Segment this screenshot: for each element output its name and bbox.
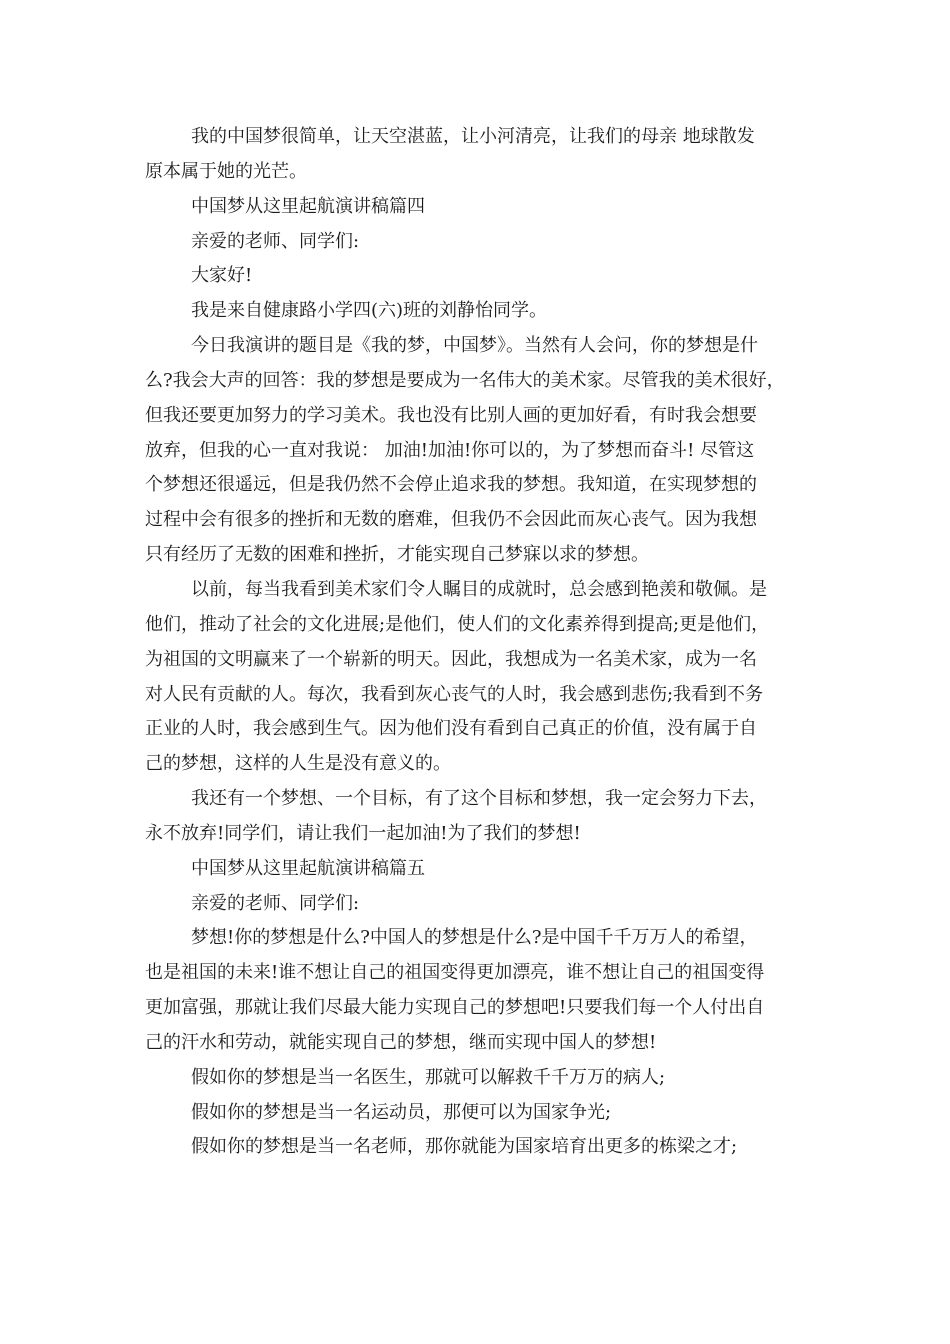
text-line: 亲爱的老师、同学们:	[191, 892, 360, 914]
text-line: 放弃，但我的心一直对我说： 加油!加油!你可以的，为了梦想而奋斗! 尽管这	[145, 439, 755, 461]
text-line: 假如你的梦想是当一名老师，那你就能为国家培育出更多的栋梁之才;	[191, 1136, 738, 1158]
text-line: 假如你的梦想是当一名运动员，那便可以为国家争光;	[191, 1101, 612, 1123]
document-body	[145, 120, 815, 1165]
text-line: 对人民有贡献的人。每次，我看到灰心丧气的人时，我会感到悲伤;我看到不务	[145, 683, 764, 705]
text-line: 大家好!	[191, 265, 253, 287]
text-line: 个梦想还很遥远，但是我仍然不会停止追求我的梦想。我知道，在实现梦想的	[145, 474, 757, 496]
text-line: 己的梦想，这样的人生是没有意义的。	[145, 753, 451, 775]
text-line: 正业的人时，我会感到生气。因为他们没有看到自己真正的价值，没有属于自	[145, 718, 757, 740]
text-line: 我是来自健康路小学四(六)班的刘静怡同学。	[191, 300, 548, 322]
text-line: 今日我演讲的题目是《我的梦，中国梦》。当然有人会问，你的梦想是什	[191, 335, 758, 357]
text-line: 但我还要更加努力的学习美术。我也没有比别人画的更加好看，有时我会想要	[145, 404, 757, 426]
text-line: 中国梦从这里起航演讲稿篇五	[191, 857, 425, 879]
text-line: 己的汗水和劳动，就能实现自己的梦想，继而实现中国人的梦想!	[145, 1031, 657, 1053]
text-line: 过程中会有很多的挫折和无数的磨难，但我仍不会因此而灰心丧气。因为我想	[145, 509, 757, 531]
text-line: 亲爱的老师、同学们:	[191, 230, 360, 252]
text-line: 么?我会大声的回答：我的梦想是要成为一名伟大的美术家。尽管我的美术很好，	[145, 369, 785, 391]
text-line: 我的中国梦很简单，让天空湛蓝，让小河清亮，让我们的母亲 地球散发	[191, 126, 755, 147]
text-line: 原本属于她的光芒。	[145, 160, 307, 182]
text-line: 永不放弃!同学们，请让我们一起加油!为了我们的梦想!	[145, 822, 581, 844]
text-line: 我还有一个梦想、一个目标，有了这个目标和梦想，我一定会努力下去，	[191, 788, 767, 810]
text-line: 更加富强，那就让我们尽最大能力实现自己的梦想吧!只要我们每一个人付出自	[145, 997, 765, 1019]
text-line: 也是祖国的未来!谁不想让自己的祖国变得更加漂亮，谁不想让自己的祖国变得	[145, 962, 765, 984]
text-line: 他们，推动了社会的文化进展;是他们，使人们的文化素养得到提高;更是他们，	[145, 613, 770, 635]
text-line: 以前，每当我看到美术家们令人瞩目的成就时，总会感到艳羡和敬佩。是	[191, 578, 767, 600]
text-line: 梦想!你的梦想是什么?中国人的梦想是什么?是中国千千万万人的希望，	[191, 927, 758, 949]
text-line: 中国梦从这里起航演讲稿篇四	[191, 195, 425, 217]
text-line: 只有经历了无数的困难和挫折，才能实现自己梦寐以求的梦想。	[145, 544, 649, 566]
text-line: 假如你的梦想是当一名医生，那就可以解救千千万万的病人;	[191, 1066, 666, 1088]
text-line: 为祖国的文明赢来了一个崭新的明天。因此，我想成为一名美术家，成为一名	[145, 648, 757, 670]
